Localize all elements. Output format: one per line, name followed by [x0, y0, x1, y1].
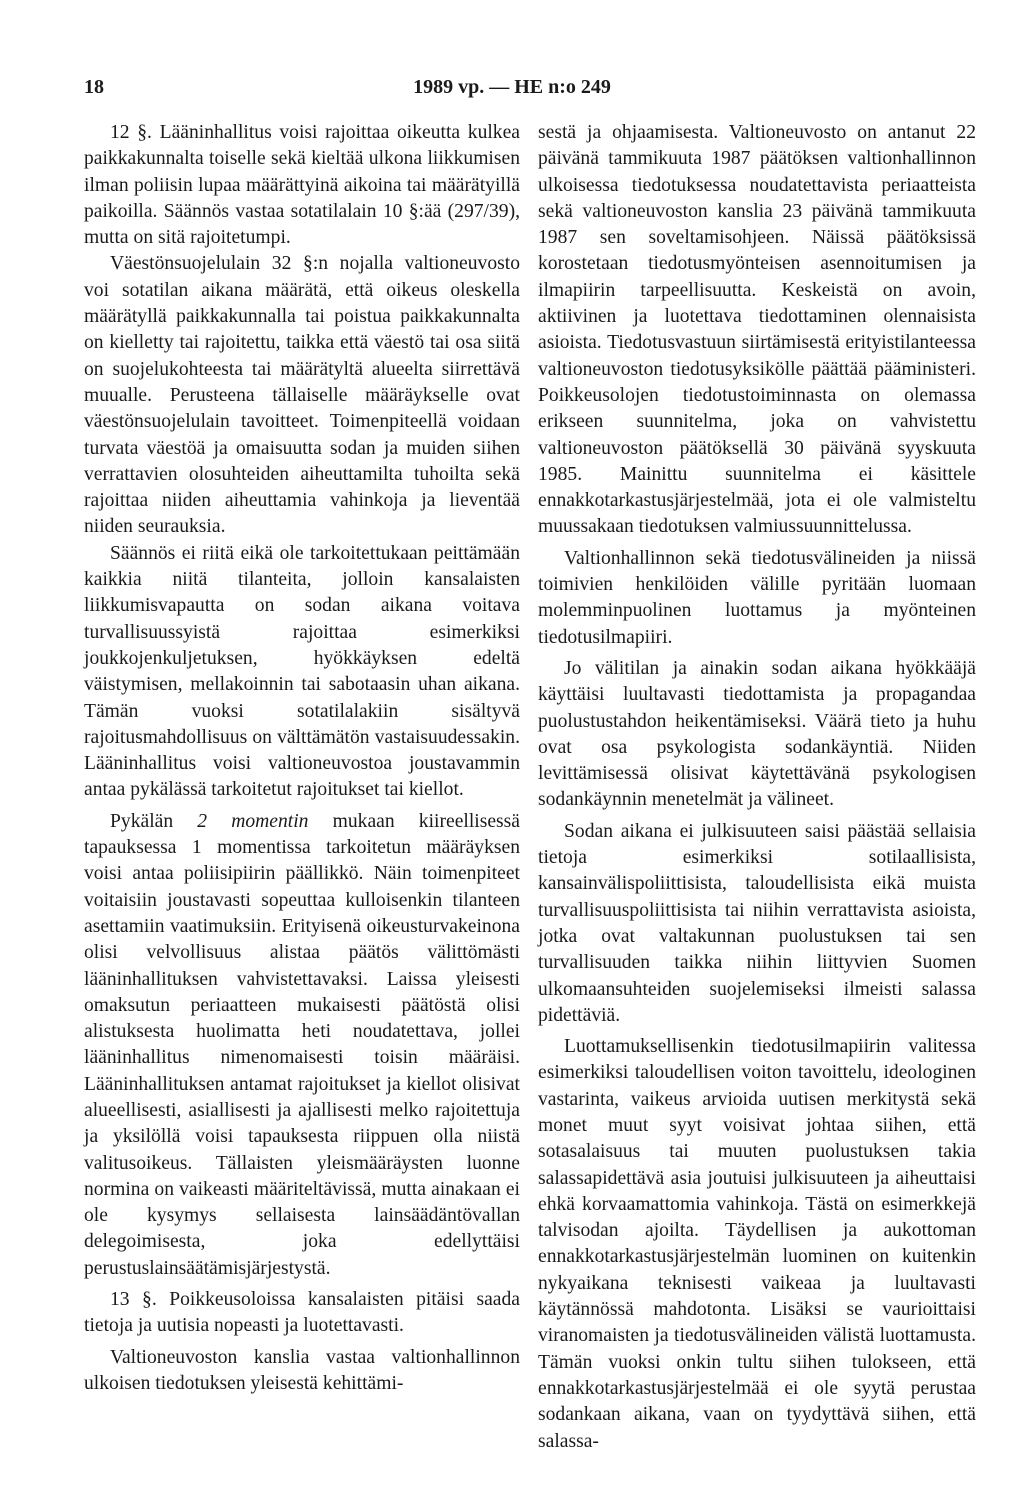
paragraph: Valtionhallinnon sekä tiedotusvälineiden ja niissä toimivien henkilöiden välille pyritään luomaan molemminpuolinen luottamus ja myönteinen tiedotusilmapiiri. — [538, 547, 976, 648]
paragraph-text: Pykälän — [110, 810, 198, 832]
paragraph: Luottamuksellisenkin tiedotusilmapiirin valitessa esimerkiksi taloudellisen voiton tavoittelu, ideologinen vastarinta, vaikeus arvioida uutisen merkitystä sekä monet muut syyt voisivat johtaa siihen, että sotasalaisuus tai muuten puolustuksen takia salassapidettävä asia joutuisi julkisuuteen ja aiheuttaisi ehkä korvaamattomia vahinkoja. Tästä on esimerkkejä talvisodan ajoilta. Täydellisen ja aukottoman ennakkotarkastusjärjestelmän luominen on kuitenkin nykyaikana teknisesti vaikeaa ja luultavasti käytännössä mahdotonta. Lisäksi se vaurioittaisi viranomaisten ja tiedotusvälineiden välistä luottamusta. Tämän vuoksi onkin tultu siihen tulokseen, että ennakkotarkastusjärjestelmää ei ole syytä perustaa sodankaan aikana, vaan on tyydyttävä siihen, että salassa- — [538, 1036, 976, 1452]
page-number: 18 — [84, 76, 104, 98]
running-head: 1989 vp. — HE n:o 249 — [413, 76, 611, 98]
emphasis: 2 momentin — [197, 810, 309, 832]
paragraph-section-13: 13 §. Poikkeusoloissa kansalaisten pitäisi saada tietoja ja uutisia nopeasti ja luotettavasti. — [84, 1289, 520, 1337]
paragraph: Valtioneuvoston kanslia vastaa valtionhallinnon ulkoisen tiedotuksen yleisestä kehittämi- — [84, 1346, 520, 1394]
paragraph-text: mukaan kiireellisessä tapauksessa 1 momentissa tarkoitetun määräyksen voisi antaa poliisipiirin päällikkö. Näin toimenpiteet voitaisiin joustavasti sopeuttaa kulloisenkin tilanteen asettamiin vaatimuksiin. Erityisenä oikeusturvakeinona olisi velvollisuus alistaa päätös välittömästi lääninhallituksen vahvistettavaksi. Laissa yleisesti omaksutun periaatteen mukaisesti päätöstä olisi alistuksesta huolimatta heti noudatettava, jollei lääninhallitus nimenomaisesti toisin määräisi. Lääninhallituksen antamat rajoitukset ja kiellot olisivat alueellisesti, asiallisesti ja ajallisesti melko rajoitettuja ja yksilöllä voisi tapauksesta riippuen olla niistä valitusoikeus. Tällaisten yleismääräysten luonne normina on vaikeasti määriteltävissä, mutta ainakaan ei ole kysymys sellaisesta lainsäädäntövallan delegoimisesta, joka edellyttäisi perustuslainsäätämisjärjestystä. — [84, 810, 520, 1279]
paragraph: Sodan aikana ei julkisuuteen saisi päästää sellaisia tietoja esimerkiksi sotilaallisista, kansainvälispoliittisista, taloudellisista eikä muista turvallisuuspoliittisista tai niihin verrattavista asioista, jotka ovat valtakunnan puolustuksen tai sen turvallisuuden taikka niihin liittyvien Suomen ulkomaansuhteiden suojelemiseksi ilmeisti salassa pidettäviä. — [538, 820, 976, 1026]
right-column — [538, 120, 976, 1460]
left-column — [84, 120, 520, 1402]
paragraph-continued: sestä ja ohjaamisesta. Valtioneuvosto on antanut 22 päivänä tammikuuta 1987 päätöksen valtionhallinnon ulkoisessa tiedotuksessa noudatettavista periaatteista sekä valtioneuvoston kanslia 23 päivänä tammikuuta 1987 sen soveltamisohjeen. Näissä päätöksissä korostetaan tiedotusmyönteisen asennoitumisen ja ilmapiirin tarpeellisuutta. Keskeistä on avoin, aktiivinen ja luotettava tiedottaminen olennaisista asioista. Tiedotusvastuun siirtämisestä erityistilanteessa valtioneuvoston tiedotusyksikölle päättää pääministeri. Poikkeusolojen tiedotustoiminnasta on olemassa erikseen suunnitelma, joka on vahvistettu valtioneuvoston päätöksellä 30 päivänä syyskuuta 1985. Mainittu suunnitelma ei käsittele ennakkotarkastusjärjestelmää, jota ei ole valmisteltu muussakaan tiedotuksen valmiussuunnittelussa. — [538, 122, 976, 538]
paragraph-momentti — [84, 809, 520, 1282]
paragraph: Väestönsuojelulain 32 §:n nojalla valtioneuvosto voi sotatilan aikana määrätä, että oikeus oleskella määrätyllä paikkakunnalla tai poistua paikkakunnalta on kielletty tai rajoitettu, taikka että väestö tai osa siitä on suojelukohteesta tai määrätyltä alueelta siirrettävä muualle. Perusteena tällaiselle määräykselle ovat väestönsuojelulain tavoitteet. Toimenpiteellä voidaan turvata väestöä ja omaisuutta sodan ja muiden siihen verrattavien olosuhteiden aiheuttamilta tuhoilta sekä rajoittaa niiden aiheuttamia vahinkoja ja lieventää niiden seurauksia. — [84, 253, 520, 538]
paragraph: Säännös ei riitä eikä ole tarkoitettukaan peittämään kaikkia niitä tilanteita, jolloin kansalaisten liikkumisvapautta on sodan aikana voitava turvallisuussyistä rajoittaa esimerkiksi joukkojenkuljetuksen, hyökkäyksen edeltä väistymisen, mellakoinnin tai sabotaasin uhan aikana. Tämän vuoksi sotatilalakiin sisältyvä rajoitusmahdollisuus on välttämätön vastaisuudessakin. Lääninhallitus voisi valtioneuvostoa joustavammin antaa pykälässä tarkoitetut rajoitukset tai kiellot. — [84, 542, 520, 801]
page-header — [84, 76, 940, 100]
paragraph: Jo välitilan ja ainakin sodan aikana hyökkääjä käyttäisi luultavasti tiedottamista ja propagandaa puolustustahdon heikentämiseksi. Väärä tieto ja huhu ovat osa psykologista sodankäyntiä. Niiden levittämisessä olisivat käytettävänä psykologisen sodankäynnin menetelmät ja välineet. — [538, 657, 976, 811]
paragraph-section-12: 12 §. Lääninhallitus voisi rajoittaa oikeutta kulkea paikkakunnalta toiselle sekä kieltää ulkona liikkumisen ilman poliisin lupaa määrättyinä aikoina tai määrätyillä paikoilla. Säännös vastaa sotatilalain 10 §:ää (297/39), mutta on sitä rajoitetumpi. — [84, 122, 520, 249]
